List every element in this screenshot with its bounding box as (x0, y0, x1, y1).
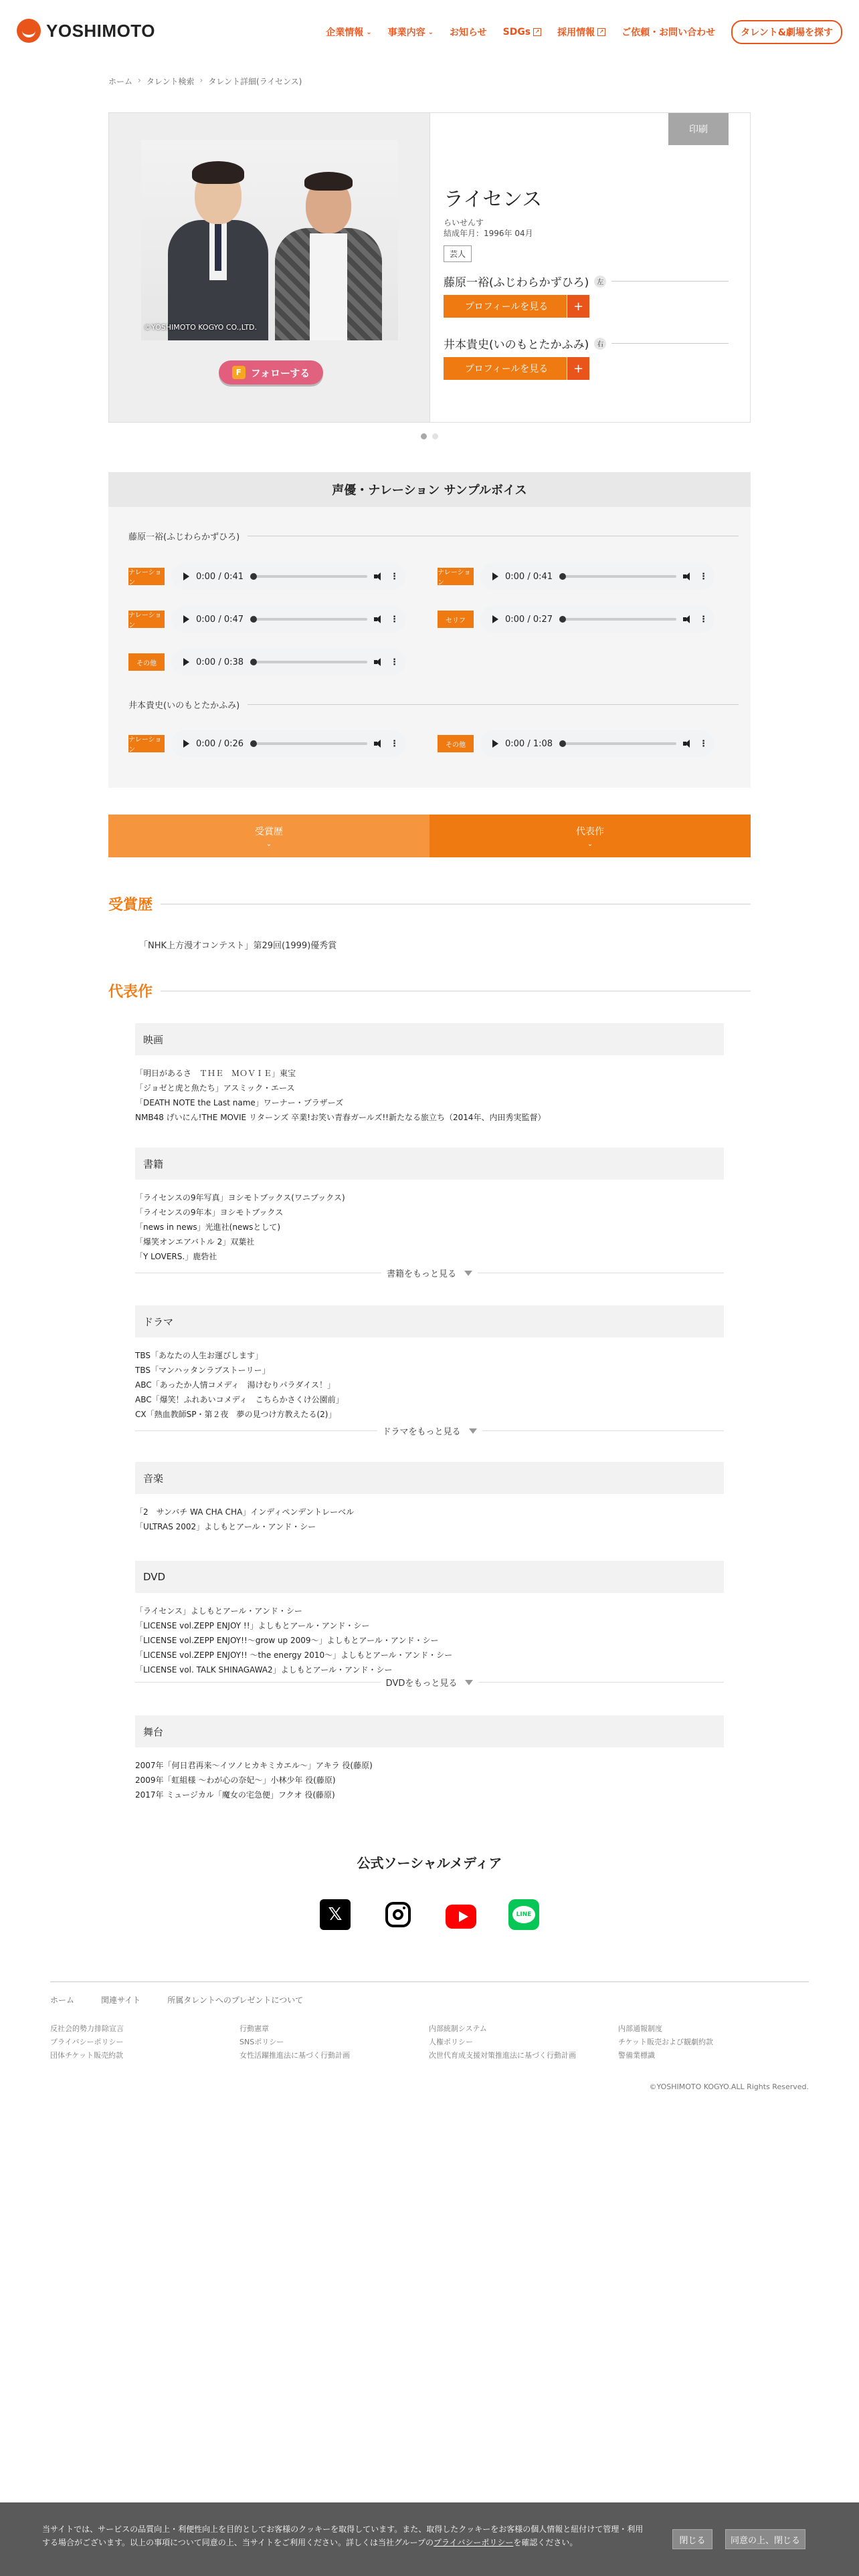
talent-hero (108, 112, 751, 423)
work-item: TBS「マンハッタンラブストーリー」 (135, 1366, 270, 1375)
audio-seek-slider[interactable] (250, 618, 367, 621)
awards-heading (108, 893, 751, 914)
audio-time: 0:00 / 0:38 (196, 657, 244, 667)
divider (611, 281, 729, 282)
carousel-dot[interactable] (421, 433, 427, 439)
audio-seek-slider[interactable] (559, 742, 676, 745)
work-item: ABC「爆笑！ふれあいコメディ こちらかさくけ公園前」 (135, 1395, 344, 1404)
more-options-icon[interactable]: ⋮ (390, 571, 399, 582)
follow-label: フォローする (250, 366, 310, 379)
more-options-icon[interactable]: ⋮ (699, 571, 708, 582)
footer-link[interactable]: 内部統制システム (429, 2024, 487, 2033)
works-heading (108, 980, 751, 1001)
plus-icon: + (567, 295, 589, 318)
work-item: 「ライセンス」よしもとアール・アンド・シー (135, 1606, 302, 1616)
audio-time: 0:00 / 1:08 (505, 738, 553, 749)
work-item: 「news in news」光進社(newsとして) (135, 1222, 281, 1232)
carousel-dots (0, 433, 859, 439)
position-badge: 左 (594, 276, 606, 288)
work-item: 「爆笑オンエアバトル 2」双葉社 (135, 1237, 255, 1247)
nav-contact[interactable] (622, 25, 715, 39)
nav-label: ご依頼・お問い合わせ (622, 27, 716, 38)
category-items (135, 1190, 724, 1264)
cookie-text-end: を確認ください。 (513, 2538, 578, 2547)
nav-sdgs[interactable] (503, 27, 542, 37)
audio-seek-slider[interactable] (559, 575, 676, 578)
work-item: 「ライセンスの9年本」ヨシモトブックス (135, 1208, 284, 1217)
audio-player (171, 563, 405, 590)
show-more-label: ドラマをもっと見る (382, 1427, 461, 1437)
person-left-figure (168, 160, 268, 340)
category-items (135, 1505, 724, 1534)
breadcrumb-talent-search[interactable]: タレント検索 (146, 77, 195, 86)
voice-sample (128, 605, 409, 634)
voice-sample (128, 562, 409, 591)
footer-link[interactable]: 団体チケット販売約款 (50, 2051, 124, 2060)
profile-button-fujiwara[interactable] (444, 295, 589, 318)
voice-sample (128, 729, 409, 758)
works-category (135, 1305, 724, 1422)
voice-sample (438, 605, 719, 634)
audio-time: 0:00 / 0:47 (196, 614, 244, 625)
tab-awards[interactable] (108, 815, 430, 857)
work-item: 「明日があるさ ＴＨＥ ＭＯＶＩＥ」東宝 (135, 1069, 296, 1078)
works-category (135, 1148, 724, 1264)
yoshimoto-logo[interactable] (17, 19, 155, 43)
voice-sample (438, 729, 719, 758)
voice-group-label: 藤原一裕(ふじわらかずひろ) (128, 532, 240, 542)
volume-icon[interactable] (683, 739, 692, 748)
voice-tag: ナレーション (438, 568, 474, 585)
works-category (135, 1462, 724, 1534)
play-icon[interactable] (492, 615, 498, 623)
cookie-text (42, 2523, 644, 2549)
work-item: 「LICENSE vol. TALK SHINAGAWA2」よしもとアール・アンド・シー (135, 1665, 393, 1675)
footer-column (240, 2022, 429, 2062)
more-options-icon[interactable]: ⋮ (699, 738, 708, 749)
show-more-link[interactable] (135, 1424, 724, 1437)
awards-heading-label: 受賞歴 (108, 897, 153, 914)
voice-group-name (128, 698, 739, 711)
more-options-icon[interactable]: ⋮ (699, 614, 708, 625)
talent-name: ライセンス (444, 188, 543, 211)
voice-tag: セリフ (438, 611, 474, 628)
voice-samples-section (108, 472, 751, 788)
breadcrumb-separator-icon: › (199, 76, 203, 85)
play-icon[interactable] (492, 572, 498, 580)
print-button[interactable]: 印刷 (668, 113, 729, 145)
category-items (135, 1604, 724, 1677)
volume-icon[interactable] (374, 572, 383, 581)
volume-icon[interactable] (374, 739, 383, 748)
volume-icon[interactable] (374, 657, 383, 667)
nav-label: SDGs (502, 27, 531, 37)
volume-icon[interactable] (374, 615, 383, 624)
cookie-banner (0, 2502, 859, 2576)
external-link-icon: ↗ (597, 28, 605, 36)
play-icon[interactable] (183, 658, 189, 666)
external-link-icon: ↗ (533, 28, 541, 36)
audio-player (171, 649, 405, 675)
audio-time: 0:00 / 0:27 (505, 614, 553, 625)
voice-tag: ナレーション (128, 611, 165, 628)
audio-player (480, 730, 714, 757)
category-title: 音楽 (135, 1462, 724, 1494)
footer-column (50, 2022, 240, 2062)
breadcrumb (108, 76, 302, 87)
footer-link[interactable]: SNSポリシー (240, 2038, 284, 2046)
member-fujiwara (444, 273, 750, 318)
work-item: 2007年「何日君再来～イツノヒカキミカエル～」アキラ 役(藤原) (135, 1761, 373, 1770)
breadcrumb-separator-icon: › (138, 76, 141, 85)
instagram-icon[interactable] (383, 1899, 413, 1930)
audio-seek-slider[interactable] (250, 661, 367, 663)
divider (611, 343, 729, 344)
photo-copyright: ©YOSHIMOTO KOGYO CO.,LTD. (144, 323, 258, 332)
cookie-text-body: 当サイトでは、サービスの品質向上・利便性向上を目的としてお客様のクッキーを取得しています。また、取得したクッキーをお客様の個人情報と紐付けて管理・利用する場合がございます。以上の事項について同意の上、当サイトをご利用ください。詳しくは当社グループの (42, 2525, 644, 2547)
more-options-icon[interactable]: ⋮ (390, 657, 399, 667)
works-category (135, 1715, 724, 1802)
volume-icon[interactable] (683, 572, 692, 581)
triangle-down-icon (469, 1428, 477, 1434)
site-header (0, 0, 859, 62)
work-item: TBS「あなたの人生お運びします」 (135, 1351, 263, 1360)
genre-tag: 芸人 (444, 245, 472, 262)
global-nav (326, 20, 842, 44)
social-icons (0, 1899, 859, 1930)
nav-label: お知らせ (450, 27, 487, 38)
talent-photo-panel (109, 113, 430, 422)
audio-seek-slider[interactable] (250, 575, 367, 578)
line-icon-text: LINE (512, 1906, 535, 1923)
nav-news[interactable] (450, 25, 487, 39)
nav-label: 事業内容 (387, 27, 425, 38)
youtube-icon[interactable] (446, 1899, 476, 1930)
profile-button-label: プロフィールを見る (464, 364, 549, 374)
position-badge: 右 (594, 338, 606, 350)
volume-icon[interactable] (683, 615, 692, 624)
audio-player (480, 563, 714, 590)
tab-label: 代表作 (576, 826, 604, 837)
audio-player (171, 730, 405, 757)
works-category (135, 1023, 724, 1125)
carousel-dot[interactable] (432, 433, 438, 439)
footer-related-link[interactable]: 関連サイト (101, 1996, 141, 2005)
work-item: 「DEATH NOTE the Last name」ワーナー・ブラザーズ (135, 1098, 344, 1107)
social-title: 公式ソーシャルメディア (357, 1855, 502, 1871)
show-more-link[interactable] (135, 1676, 724, 1689)
work-item: 「LICENSE vol.ZEPP ENJOY !!」よしもとアール・アンド・シー (135, 1621, 370, 1630)
x-icon[interactable]: 𝕏 (320, 1899, 351, 1930)
talent-photo[interactable] (141, 140, 398, 340)
audio-player (480, 606, 714, 633)
voice-group-name (128, 530, 739, 542)
work-item: 2009年「虹組様 ～わが心の奈妃～」小林少年 役(藤原) (135, 1776, 336, 1785)
more-options-icon[interactable]: ⋮ (390, 614, 399, 625)
works-heading-label: 代表作 (108, 984, 153, 1000)
profile-button-imoto[interactable] (444, 357, 589, 380)
footer-link[interactable]: 行動憲章 (240, 2024, 269, 2033)
work-item: 「Y LOVERS.」鹿砦社 (135, 1252, 217, 1261)
breadcrumb-current: タレント詳細(ライセンス) (208, 77, 302, 86)
profile-button-label: プロフィールを見る (464, 302, 549, 312)
category-title: 書籍 (135, 1148, 724, 1180)
follow-button[interactable] (219, 360, 323, 385)
footer-column (429, 2022, 618, 2062)
category-items (135, 1066, 724, 1125)
voice-group-label: 井本貴史(いのもとたかふみ) (128, 701, 240, 711)
voice-tag: その他 (438, 735, 474, 752)
work-item: 「ULTRAS 2002」よしもとアール・アンド・シー (135, 1522, 316, 1531)
footer-link[interactable]: 女性活躍推進法に基づく行動計画 (240, 2051, 350, 2060)
footer-link[interactable]: 人権ポリシー (429, 2038, 473, 2046)
logo-mark-icon (17, 19, 41, 43)
triangle-down-icon (465, 1680, 473, 1685)
audio-seek-slider[interactable] (559, 618, 676, 621)
footer-link[interactable]: プライバシーポリシー (50, 2038, 124, 2046)
work-item: ABC「あったか人情コメディ 湯けむりパラダイス！」 (135, 1380, 336, 1390)
voice-sample (128, 647, 409, 677)
work-item: 2017年 ミュージカル「魔女の宅急便」フクオ 役(藤原) (135, 1790, 335, 1800)
audio-time: 0:00 / 0:41 (196, 571, 244, 582)
play-icon[interactable] (492, 740, 498, 748)
footer-link[interactable]: 次世代育成支援対策推進法に基づく行動計画 (429, 2051, 576, 2060)
cookie-close-button[interactable]: 閉じる (672, 2529, 712, 2549)
nav-label: 採用情報 (557, 27, 595, 38)
audio-time: 0:00 / 0:41 (505, 571, 553, 582)
play-icon[interactable] (183, 615, 189, 623)
footer-link[interactable]: 警備業標識 (618, 2051, 655, 2060)
category-title: 映画 (135, 1023, 724, 1055)
plus-icon: + (567, 357, 589, 380)
show-more-label: 書籍をもっと見る (387, 1269, 457, 1279)
footer-nav (50, 1994, 303, 2006)
audio-time: 0:00 / 0:26 (196, 738, 244, 749)
footer-link[interactable]: 反社会的勢力排除宣言 (50, 2024, 124, 2033)
footer-column (618, 2022, 807, 2062)
more-options-icon[interactable]: ⋮ (390, 738, 399, 749)
chevron-down-icon: ⌄ (266, 840, 272, 848)
nav-business[interactable] (388, 25, 434, 39)
member-imoto (444, 335, 750, 380)
work-item: 「LICENSE vol.ZEPP ENJOY!!～grow up 2009～」よしもとアール・アンド・シー (135, 1636, 439, 1645)
voice-tag: ナレーション (128, 568, 165, 585)
audio-seek-slider[interactable] (250, 742, 367, 745)
cookie-agree-button[interactable]: 同意の上、閉じる (725, 2529, 805, 2549)
fanclub-f-icon: F (232, 366, 246, 379)
work-item: 「LICENSE vol.ZEPP ENJOY!! ～the energy 2010～」よしもとアール・アンド・シー (135, 1650, 453, 1660)
footer-link[interactable]: チケット販売および観劇約款 (618, 2038, 714, 2046)
person-right-figure (275, 167, 382, 340)
triangle-down-icon (464, 1271, 472, 1276)
show-more-label: DVDをもっと見る (385, 1679, 458, 1689)
nav-company[interactable] (326, 25, 371, 39)
talent-kana: らいせんす (444, 218, 484, 227)
chevron-down-icon: ⌄ (587, 840, 593, 848)
talent-info (430, 113, 750, 422)
member-name: 井本貴史(いのもとたかふみ) (444, 338, 589, 352)
show-more-link[interactable] (135, 1267, 724, 1279)
chevron-down-icon: ⌄ (427, 28, 434, 36)
footer-columns (50, 2022, 809, 2062)
work-item: NMB48 げいにん!THE MOVIE リターンズ 卒業!お笑い青春ガールズ!!新たなる旅立ち（2014年、内田秀実監督） (135, 1113, 546, 1122)
voice-tag: ナレーション (128, 735, 165, 752)
category-title: ドラマ (135, 1305, 724, 1337)
formed-date: 結成年月：1996年 04月 (444, 229, 533, 238)
footer-copyright: ©YOSHIMOTO KOGYO.ALL Rights Reserved. (649, 2082, 809, 2091)
work-item: CX「熱血教師SP・第２夜 夢の見つけ方教えたる(2)」 (135, 1410, 337, 1419)
tab-works[interactable] (430, 815, 751, 857)
privacy-policy-link[interactable]: プライバシーポリシー (434, 2538, 514, 2547)
work-item: 「ライセンスの9年写真」ヨシモトブックス(ワニブックス) (135, 1193, 345, 1202)
talent-search-button[interactable]: タレント&劇場を探す (731, 20, 842, 44)
nav-label: 企業情報 (326, 27, 364, 38)
works-category (135, 1561, 724, 1677)
award-item: 「NHK上方漫才コンテスト」第29回(1999)優秀賞 (139, 941, 337, 951)
play-icon[interactable] (183, 572, 189, 580)
category-title: DVD (135, 1561, 724, 1593)
voice-sample (438, 562, 719, 591)
breadcrumb-home[interactable]: ホーム (108, 77, 133, 86)
content-tabs (108, 815, 751, 857)
footer-home-link[interactable]: ホーム (50, 1996, 75, 2005)
play-icon[interactable] (183, 740, 189, 748)
member-name: 藤原一裕(ふじわらかずひろ) (444, 276, 589, 290)
footer-present-link[interactable]: 所属タレントへのプレゼントについて (167, 1996, 304, 2005)
logo-text: YOSHIMOTO (46, 20, 155, 41)
nav-recruit[interactable] (557, 25, 605, 39)
tab-label: 受賞歴 (255, 826, 283, 837)
category-items (135, 1348, 724, 1422)
work-item: 「ジョゼと虎と魚たち」アスミック・エース (135, 1083, 295, 1093)
audio-player (171, 606, 405, 633)
work-item: 「2 サンバチ WA CHA CHA」インディペンデントレーベル (135, 1507, 355, 1517)
footer-divider (50, 1981, 809, 1982)
footer-link[interactable]: 内部通報制度 (618, 2024, 662, 2033)
category-title: 舞台 (135, 1715, 724, 1747)
chevron-down-icon: ⌄ (366, 28, 372, 36)
voice-title: 声優・ナレーション サンプルボイス (108, 472, 751, 507)
line-icon[interactable] (508, 1899, 539, 1930)
category-items (135, 1758, 724, 1802)
voice-tag: その他 (128, 653, 165, 671)
